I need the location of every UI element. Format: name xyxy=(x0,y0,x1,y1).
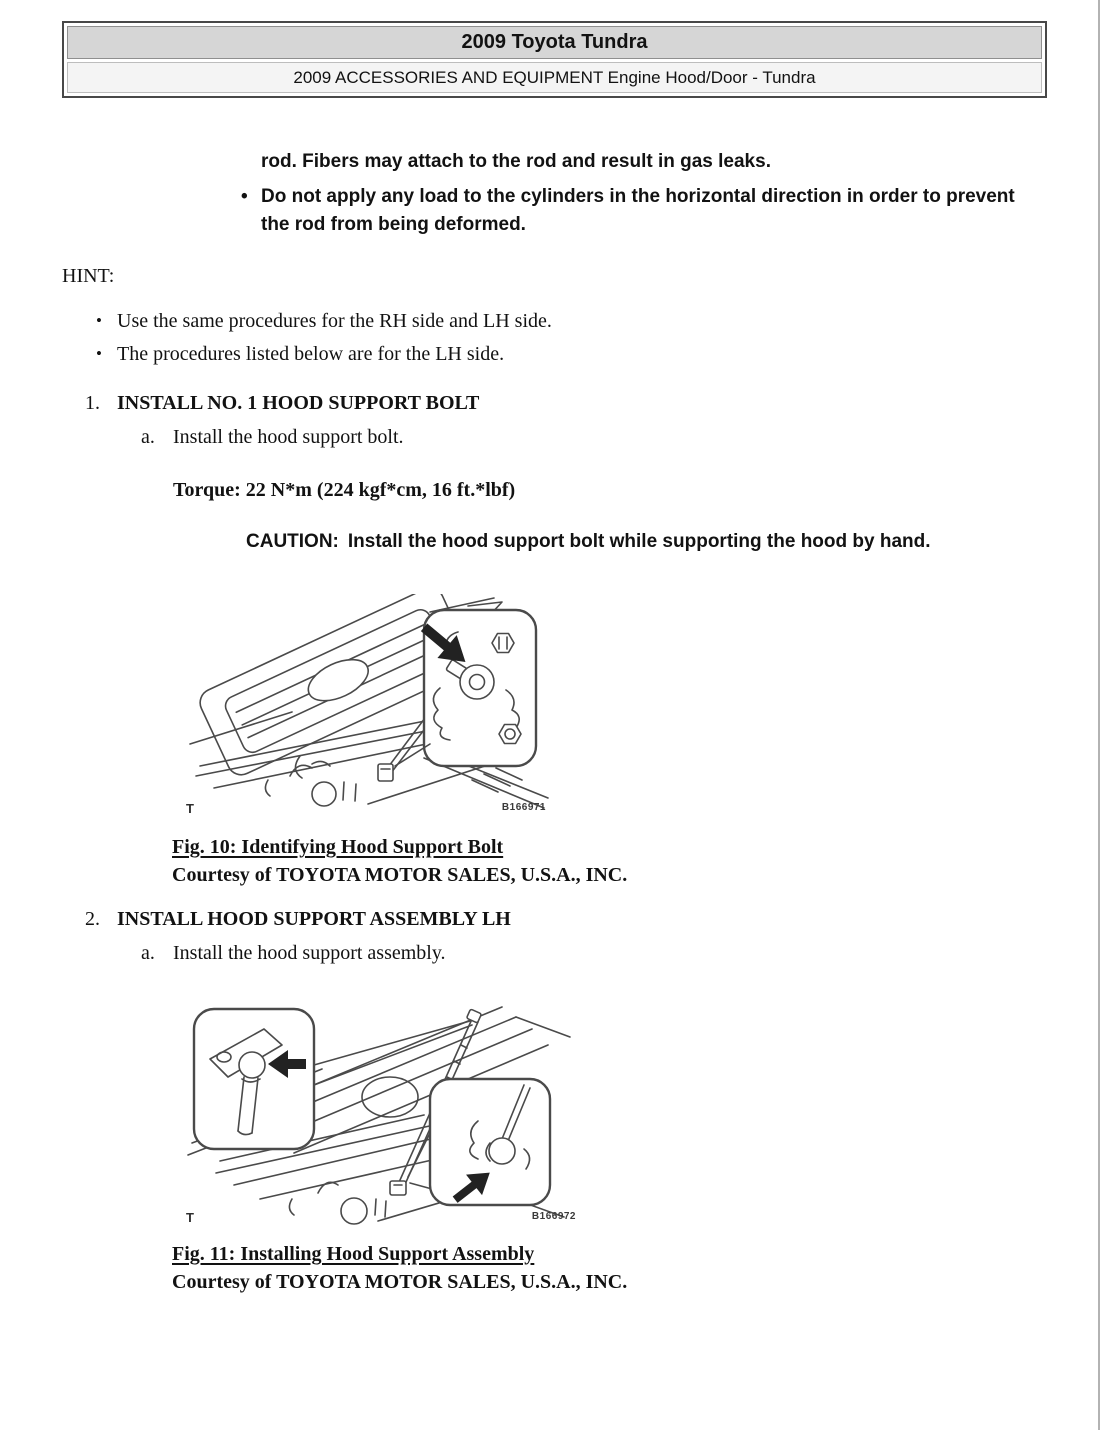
notice-continuation-line: rod. Fibers may attach to the rod and result in gas leaks. xyxy=(261,151,771,172)
torque-spec: Torque: 22 N*m (224 kgf*cm, 16 ft.*lbf) xyxy=(173,479,516,501)
figure-code-label: B166971 xyxy=(501,802,546,813)
figure-corner-label: T xyxy=(186,801,194,816)
doc-title: 2009 Toyota Tundra xyxy=(461,31,648,53)
substep-text: Install the hood support assembly. xyxy=(173,942,446,964)
substep-text: Install the hood support bolt. xyxy=(173,426,404,448)
hood-support-bolt-drawing xyxy=(172,594,550,822)
step-2-heading xyxy=(85,906,1102,932)
caution-label: CAUTION: xyxy=(246,531,339,552)
bullet-icon: • xyxy=(96,344,102,363)
doc-subtitle-bar xyxy=(67,62,1042,93)
substep-letter: a. xyxy=(141,942,155,964)
figure-corner-label: T xyxy=(186,1210,194,1225)
step-1-substep xyxy=(141,424,1102,450)
notice-bullet-text: Do not apply any load to the cylinders in the horizontal direction in order to prevent the rod from being deformed. xyxy=(261,186,1015,235)
step-2-substep xyxy=(141,940,1102,966)
hood-support-assembly-drawing xyxy=(172,993,580,1231)
figure-10 xyxy=(172,594,550,822)
figure-courtesy-line: Courtesy of TOYOTA MOTOR SALES, U.S.A., INC. xyxy=(172,1271,628,1293)
bullet-icon: • xyxy=(96,311,102,330)
step-title: INSTALL HOOD SUPPORT ASSEMBLY LH xyxy=(117,908,511,930)
substep-letter: a. xyxy=(141,426,155,448)
figure-code-label: B166972 xyxy=(531,1211,576,1222)
notice-paragraph xyxy=(241,148,1033,239)
doc-subtitle: 2009 ACCESSORIES AND EQUIPMENT Engine Hood/Door - Tundra xyxy=(293,67,816,87)
step-number: 2. xyxy=(85,908,100,930)
figure-courtesy-line: Courtesy of TOYOTA MOTOR SALES, U.S.A., INC. xyxy=(172,864,628,886)
step-number: 1. xyxy=(85,392,100,414)
window-edge-line xyxy=(1098,0,1100,1430)
doc-title-bar xyxy=(67,26,1042,59)
hint-list xyxy=(96,309,1102,367)
document-header xyxy=(62,21,1047,98)
hint-item-text: The procedures listed below are for the LH side. xyxy=(117,343,505,365)
figure-11-caption xyxy=(172,1240,1102,1296)
caution-block xyxy=(246,528,1102,556)
hint-label: HINT: xyxy=(62,265,115,287)
step-title: INSTALL NO. 1 HOOD SUPPORT BOLT xyxy=(117,392,480,414)
list-item xyxy=(96,342,1102,367)
caution-text: Install the hood support bolt while supporting the hood by hand. xyxy=(347,531,931,552)
figure-10-caption xyxy=(172,833,1102,889)
hint-item-text: Use the same procedures for the RH side and LH side. xyxy=(117,310,552,332)
figure-11 xyxy=(172,993,580,1231)
notice-bullet-item xyxy=(241,183,1033,239)
list-item xyxy=(96,309,1102,334)
figure-caption-title: Fig. 10: Identifying Hood Support Bolt xyxy=(172,836,504,858)
figure-caption-title: Fig. 11: Installing Hood Support Assembly xyxy=(172,1243,535,1265)
bullet-icon: • xyxy=(241,186,248,207)
step-1-heading xyxy=(85,390,1102,416)
